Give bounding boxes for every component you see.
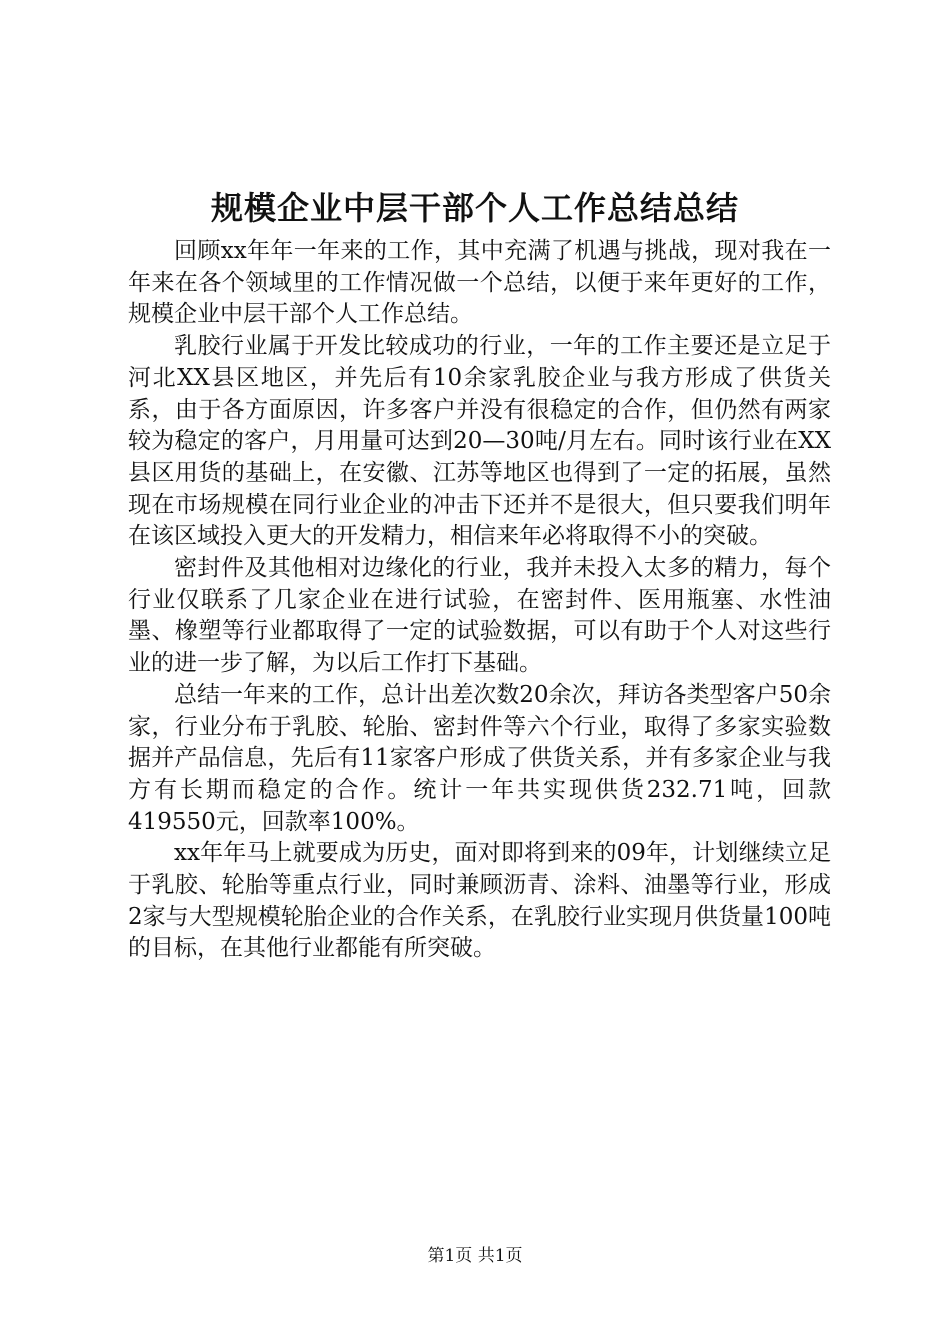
document-title: 规模企业中层干部个人工作总结总结 bbox=[210, 189, 739, 227]
paragraph-intro: 回顾xx年年一年来的工作，其中充满了机遇与挑战，现对我在一年来在各个领域里的工作情况做一个总结，以便于来年更好的工作，规模企业中层干部个人工作总结。 bbox=[128, 238, 831, 328]
paragraph-next-year-plan: xx年年马上就要成为历史，面对即将到来的09年，计划继续立足于乳胶、轮胎等重点行业，同时兼顾沥青、涂料、油墨等行业，形成2家与大型规模轮胎企业的合作关系，在乳胶行业实现月供货量100吨的目标，在其他行业都能有所突破。 bbox=[128, 840, 831, 962]
paragraph-seals-industry: 密封件及其他相对边缘化的行业，我并未投入太多的精力，每个行业仅联系了几家企业在进行试验，在密封件、医用瓶塞、水性油墨、橡塑等行业都取得了一定的试验数据，可以有助于个人对这些行业的进一步了解，为以后工作打下基础。 bbox=[128, 555, 831, 677]
document-body bbox=[128, 236, 831, 965]
paragraph-annual-summary: 总结一年来的工作，总计出差次数20余次，拜访各类型客户50余家，行业分布于乳胶、轮胎、密封件等六个行业，取得了多家实验数据并产品信息，先后有11家客户形成了供货关系，并有多家企业与我方有长期而稳定的合作。统计一年共实现供货232.71吨，回款419550元，回款率100%。 bbox=[128, 681, 831, 835]
page-footer: 第1页 共1页 bbox=[427, 1246, 523, 1266]
paragraph-latex-industry: 乳胶行业属于开发比较成功的行业，一年的工作主要还是立足于河北XX县区地区，并先后有10余家乳胶企业与我方形成了供货关系，由于各方面原因，许多客户并没有很稳定的合作，但仍然有两家较为稳定的客户，月用量可达到20—30吨/月左右。同时该行业在XX县区用货的基础上，在安徽、江苏等地区也得到了一定的拓展，虽然现在市场规模在同行业企业的冲击下还并不是很大，但只要我们明年在该区域投入更大的开发精力，相信来年必将取得不小的突破。 bbox=[128, 333, 831, 550]
